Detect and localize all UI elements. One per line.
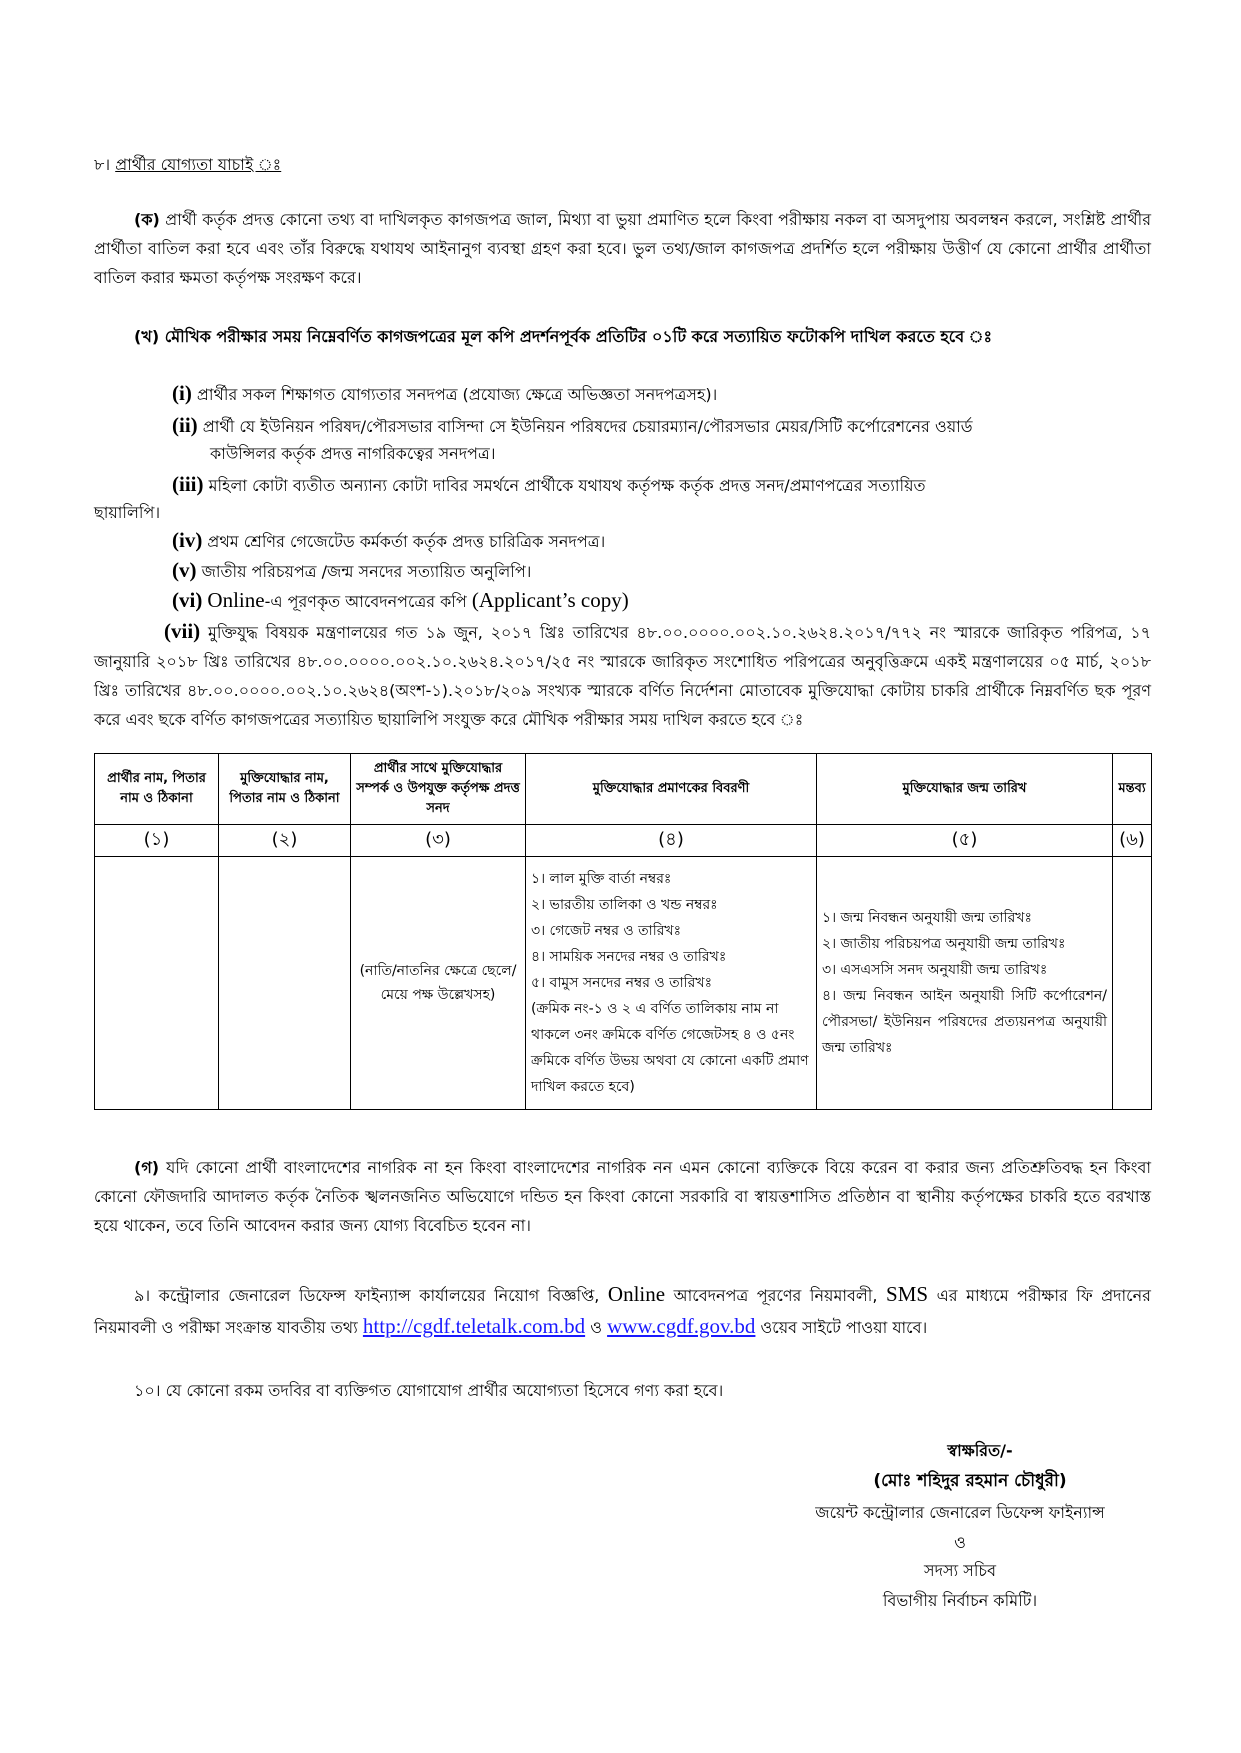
item-vi <box>172 587 629 615</box>
paragraph-ga <box>94 1153 1151 1240</box>
section-8-title: প্রার্থীর যোগ্যতা যাচাই ঃ <box>115 155 282 174</box>
item-i <box>172 380 717 408</box>
signatory-designation: জয়েন্ট কন্ট্রোলার জেনারেল ডিফেন্স ফাইন্যান্স <box>815 1503 1105 1522</box>
paragraph-ga-text: যদি কোনো প্রার্থী বাংলাদেশের নাগরিক না হন কিংবা বাংলাদেশের নাগরিক নন এমন কোনো ব্যক্তিকে বিয়ে করেন বা করার জন্য প্রতিশ্রুতিবদ্ধ হন কিংবা কোনো ফৌজদারি আদালত কর্তৃক নৈতিক স্খলনজনিত অভিযোগে দন্ডিত হন কিংবা কোনো সরকারি বা স্বায়ত্তশাসিত প্রতিষ্ঠান বা স্থানীয় কর্তৃপক্ষের চাকরি হতে বরখাস্ত হয়ে থাকেন, তবে তিনি আবেদন করার জন্য যোগ্য বিবেচিত হবেন না। <box>94 1158 1151 1235</box>
signatory-role: সদস্য সচিব <box>924 1561 996 1580</box>
header-freedom-fighter-name: মুক্তিযোদ্ধার নাম, পিতার নাম ও ঠিকানা <box>219 754 351 825</box>
list-item: ৪। সাময়িক সনদের নম্বর ও তারিখঃ <box>531 949 727 965</box>
list-item: ১। লাল মুক্তি বার্তা নম্বরঃ <box>531 871 672 887</box>
item-v-number: (v) <box>172 558 197 582</box>
cell-candidate-blank <box>95 857 219 1110</box>
table-header-row <box>95 754 1152 825</box>
item-iii-continued: ছায়ালিপি। <box>94 503 161 522</box>
paragraph-ka-label: (ক) <box>134 210 160 229</box>
teletalk-link[interactable]: http://cgdf.teletalk.com.bd <box>362 1314 586 1338</box>
item-v-text: জাতীয় পরিচয়পত্র /জন্ম সনদের সত্যায়িত অনুলিপি। <box>201 562 532 581</box>
header-relation: প্রার্থীর সাথে মুক্তিযোদ্ধার সম্পর্ক ও উপযুক্ত কর্তৃপক্ষ প্রদত্ত সনদ <box>351 754 526 825</box>
list-item: ৩। এসএসসি সনদ অনুযায়ী জন্ম তারিখঃ <box>822 962 1048 978</box>
column-number: (১) <box>95 825 219 857</box>
item-vii-text: মুক্তিযুদ্ধ বিষয়ক মন্ত্রণালয়ের গত ১৯ জুন, ২০১৭ খ্রিঃ তারিখের ৪৮.০০.০০০০.০০২.১০.২৬২৪.২০১৭/৭৭২ নং স্মারকে জারিকৃত পরিপত্র, ১৭ জানুয়ারি ২০১৮ খ্রিঃ তারিখের ৪৮.০০.০০০০.০০২.১০.২৬২৪.২০১৭/২৫ নং স্মারকে জারিকৃত সংশোধিত পরিপত্রের অনুবৃত্তিক্রমে একই মন্ত্রণালয়ের ০৫ মার্চ, ২০১৮ খ্রিঃ তারিখের ৪৮.০০.০০০০.০০২.১০.২৬২৪(অংশ-১).২০১৮/২০৯ সংখ্যক স্মারকে বর্ণিত নির্দেশনা মোতাবেক মুক্তিযোদ্ধা কোটায় চাকরি প্রার্থীকে নিম্নবর্ণিত ছক পূরণ করে এবং ছকে বর্ণিত কাগজপত্রের সত্যায়িত ছায়ালিপি সংযুক্ত করে মৌখিক পরীক্ষার সময় দাখিল করতে হবে ঃ <box>94 623 1152 729</box>
cell-proof-list <box>526 857 817 1110</box>
cell-birth-date-list <box>817 857 1113 1110</box>
list-item: ৫। বামুস সনদের নম্বর ও তারিখঃ <box>531 975 713 991</box>
column-number: (৩) <box>351 825 526 857</box>
freedom-fighter-form-table <box>94 753 1152 1110</box>
cell-remarks-blank <box>1113 857 1152 1110</box>
item-vi-applicant-copy: (Applicant’s copy) <box>471 588 629 612</box>
list-item: ১। জন্ম নিবন্ধন অনুযায়ী জন্ম তারিখঃ <box>822 910 1032 926</box>
list-item: ২। জাতীয় পরিচয়পত্র অনুযায়ী জন্ম তারিখঃ <box>822 936 1066 952</box>
cell-freedom-fighter-blank <box>219 857 351 1110</box>
section-9-text: ৯। কন্ট্রোলার জেনারেল ডিফেন্স ফাইন্যান্স কার্যালয়ের নিয়োগ বিজ্ঞপ্তি, <box>134 1286 600 1305</box>
item-iv-number: (iv) <box>172 528 203 552</box>
cell-relation-note: (নাতি/নাতনির ক্ষেত্রে ছেলে/মেয়ে পক্ষ উল্লেখসহ) <box>351 857 526 1110</box>
item-i-number: (i) <box>172 381 192 405</box>
section-10-text: ১০। যে কোনো রকম তদবির বা ব্যক্তিগত যোগাযোগ প্রার্থীর অযোগ্যতা হিসেবে গণ্য করা হবে। <box>134 1381 724 1400</box>
section-8-number: ৮। <box>94 155 111 174</box>
list-item: (ক্রমিক নং-১ ও ২ এ বর্ণিত তালিকায় নাম না থাকলে ৩নং ক্রমিকে বর্ণিত গেজেটসহ ৪ ও ৫নং ক্রমিকে বর্ণিত উভয় অথবা যে কোনো একটি প্রমাণ দাখিল করতে হবে) <box>531 1001 809 1095</box>
item-v <box>172 557 531 585</box>
item-iii-number: (iii) <box>172 472 204 496</box>
item-iv-text: প্রথম শ্রেণির গেজেটেড কর্মকর্তা কর্তৃক প্রদত্ত চারিত্রিক সনদপত্র। <box>207 532 606 551</box>
item-ii-text: প্রার্থী যে ইউনিয়ন পরিষদ/পৌরসভার বাসিন্দা সে ইউনিয়ন পরিষদের চেয়ারম্যান/পৌরসভার মেয়র/সিটি কর্পোরেশনের ওয়ার্ড <box>202 417 973 436</box>
signature-signed: স্বাক্ষরিত/- <box>947 1441 1013 1460</box>
section-9-sms: SMS <box>886 1282 929 1306</box>
signatory-and: ও <box>954 1533 966 1552</box>
section-8-heading <box>94 152 281 179</box>
table-number-row <box>95 825 1152 857</box>
item-ii-continued: কাউন্সিলর কর্তৃক প্রদত্ত নাগরিকত্বের সনদপত্র। <box>210 444 496 463</box>
section-9-text: ওয়েব সাইটে পাওয়া যাবে। <box>760 1318 928 1337</box>
column-number: (২) <box>219 825 351 857</box>
column-number: (৪) <box>526 825 817 857</box>
item-iii <box>172 471 1151 499</box>
signatory-name: (মোঃ শহিদুর রহমান চৌধুরী) <box>873 1471 1067 1491</box>
paragraph-ga-label: (গ) <box>134 1158 160 1177</box>
header-candidate-name: প্রার্থীর নাম, পিতার নাম ও ঠিকানা <box>95 754 219 825</box>
item-vi-online: Online <box>207 588 265 612</box>
item-vi-text: -এ পূরণকৃত আবেদনপত্রের কপি <box>264 592 467 611</box>
item-iii-text: মহিলা কোটা ব্যতীত অন্যান্য কোটা দাবির সমর্থনে প্রার্থীকে যথাযথ কর্তৃপক্ষ কর্তৃক প্রদত্ত সনদ/প্রমাণপত্রের সত্যায়িত <box>208 476 926 495</box>
cgdf-website-link[interactable]: www.cgdf.gov.bd <box>607 1314 756 1338</box>
section-10-paragraph <box>94 1376 1151 1405</box>
list-item: ২। ভারতীয় তালিকা ও খন্ড নম্বরঃ <box>531 897 718 913</box>
signatory-committee: বিভাগীয় নির্বাচন কমিটি। <box>882 1591 1038 1610</box>
list-item: ৪। জন্ম নিবন্ধন আইন অনুযায়ী সিটি কর্পোরেশন/ পৌরসভা/ ইউনিয়ন পরিষদের প্রত্যয়নপত্র অনুযায়ী জন্ম তারিখঃ <box>822 988 1107 1056</box>
section-9-text: এর মাধ্যমে পরীক্ষার ফি প্রদানের নিয়মাবলী ও পরীক্ষা সংক্রান্ত যাবতীয় তথ্য <box>94 1286 1151 1337</box>
header-remarks: মন্তব্য <box>1113 754 1152 825</box>
section-9-paragraph <box>94 1279 1151 1343</box>
list-item: ৩। গেজেট নম্বর ও তারিখঃ <box>531 923 682 939</box>
header-proof-details: মুক্তিযোদ্ধার প্রমাণকের বিবরণী <box>526 754 817 825</box>
item-ii-number: (ii) <box>172 413 198 437</box>
item-i-text: প্রার্থীর সকল শিক্ষাগত যোগ্যতার সনদপত্র (প্রযোজ্য ক্ষেত্রে অভিজ্ঞতা সনদপত্রসহ)। <box>196 385 718 404</box>
section-9-online: Online <box>607 1282 666 1306</box>
paragraph-ka <box>94 205 1151 292</box>
column-number: (৫) <box>817 825 1113 857</box>
item-iv <box>172 527 605 555</box>
item-ii <box>172 412 973 440</box>
column-number: (৬) <box>1113 825 1152 857</box>
table-body-row <box>95 857 1152 1110</box>
header-birth-date: মুক্তিযোদ্ধার জন্ম তারিখ <box>817 754 1113 825</box>
item-vii <box>94 617 1151 734</box>
paragraph-kha: (খ) মৌখিক পরীক্ষার সময় নিম্নেবর্ণিত কাগজপত্রের মূল কপি প্রদর্শনপূর্বক প্রতিটির ০১টি করে সত্যায়িত ফটোকপি দাখিল করতে হবে ঃ <box>134 327 993 346</box>
section-9-and: ও <box>590 1318 602 1337</box>
item-vii-number: (vii) <box>164 619 201 643</box>
section-9-text: আবেদনপত্র পূরণের নিয়মাবলী, <box>673 1286 878 1305</box>
item-vi-number: (vi) <box>172 588 203 612</box>
paragraph-ka-text: প্রার্থী কর্তৃক প্রদত্ত কোনো তথ্য বা দাখিলকৃত কাগজপত্র জাল, মিথ্যা বা ভুয়া প্রমাণিত হলে কিংবা পরীক্ষায় নকল বা অসদুপায় অবলম্বন করলে, সংশ্লিষ্ট প্রার্থীর প্রার্থীতা বাতিল করা হবে এবং তাঁর বিরুদ্ধে যথাযথ আইনানুগ ব্যবস্থা গ্রহণ করা হবে। ভুল তথ্য/জাল কাগজপত্র প্রদর্শিত হলে পরীক্ষায় উত্তীর্ণ যে কোনো প্রার্থীর প্রার্থীতা বাতিল করার ক্ষমতা কর্তৃপক্ষ সংরক্ষণ করে। <box>94 210 1151 287</box>
